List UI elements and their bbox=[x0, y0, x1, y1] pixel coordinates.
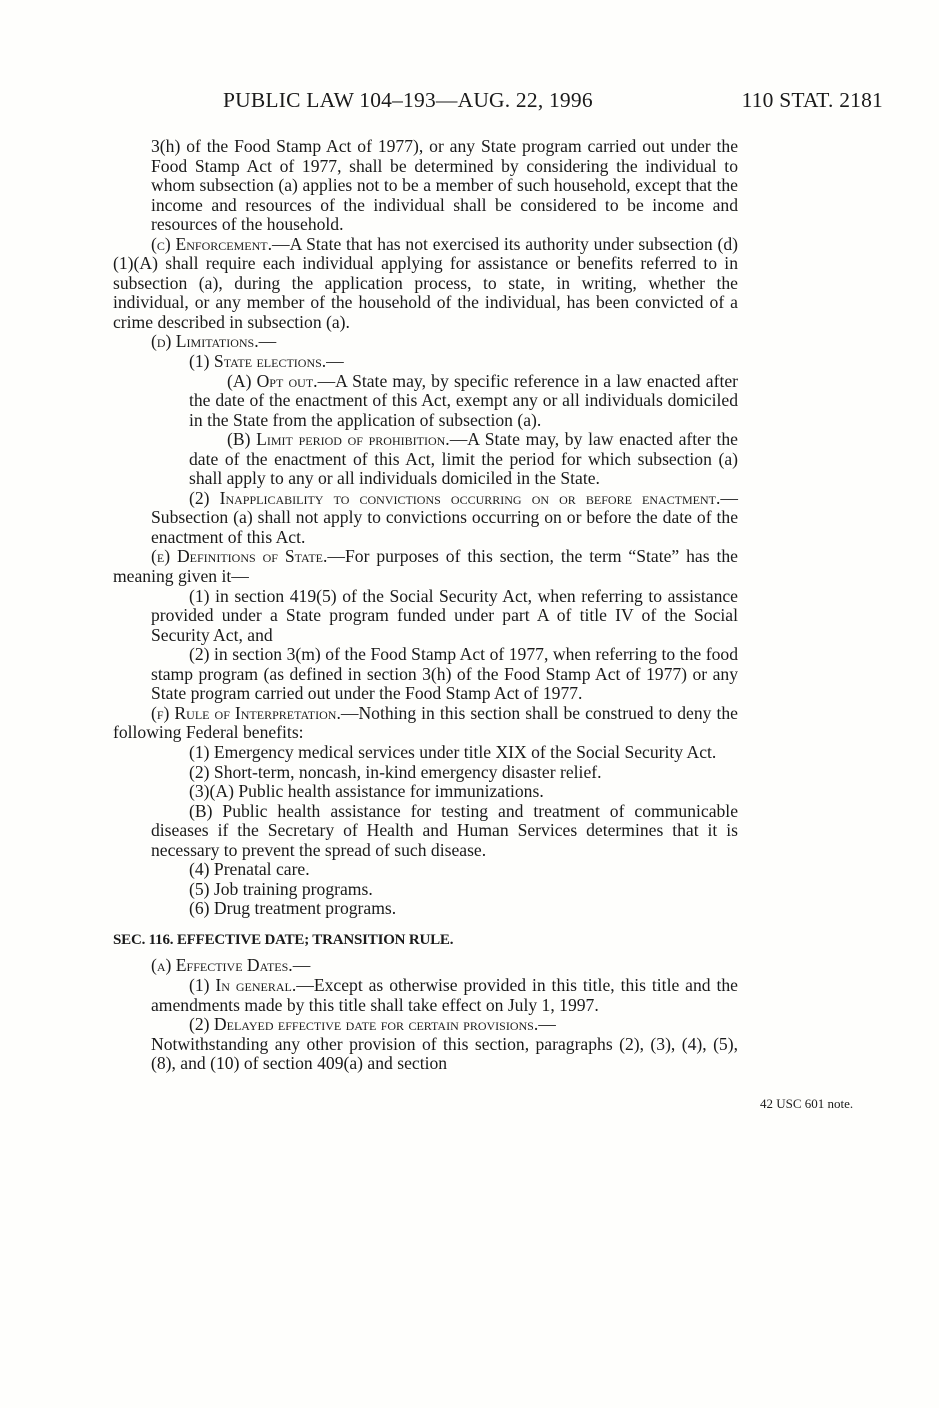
subsection-f-heading: (f) Rule of Interpretation. bbox=[151, 702, 341, 723]
paragraph-continuation: 3(h) of the Food Stamp Act of 1977), or any State program carried out under the Food Stamp Act of 1977, shall be determined by considering the individual to whom subsection (a) applies not to be a member of such household, except that the income and resources of the individual shall be considered to be income and resources of the household. bbox=[151, 136, 738, 235]
subparagraph-dB-heading: (B) Limit period of prohibition. bbox=[227, 429, 450, 450]
paragraph-a1-heading: (1) In general. bbox=[189, 974, 297, 995]
paragraph-f1: (1) Emergency medical services under title XIX of the Social Security Act. bbox=[189, 741, 717, 762]
header-page-ref: 110 STAT. 2181 bbox=[741, 88, 883, 112]
subsection-c-heading: (c) Enforcement. bbox=[151, 233, 272, 254]
paragraph-f2: (2) Short-term, noncash, in-kind emergency disaster relief. bbox=[189, 761, 602, 782]
document-body bbox=[113, 137, 738, 1074]
subsection-d-heading: (d) Limitations.— bbox=[151, 331, 277, 352]
subparagraph-dA-heading: (A) Opt out. bbox=[227, 370, 318, 391]
paragraph-f5: (5) Job training programs. bbox=[189, 878, 373, 899]
paragraph-d2-heading: (2) Inapplicability to convictions occurring on or before enactment. bbox=[189, 487, 721, 508]
subsection-c-text: —A State that has not exercised its authority under subsection (d)(1)(A) shall require each individual applying for assistance or benefits referred to in subsection (a), during the application process, to state, in writing, whether the individual, or any member of the household of the individual, has been convicted of a crime described in subsection (a). bbox=[113, 233, 738, 332]
paragraph-a2-heading: (2) Delayed effective date for certain provisions.— bbox=[189, 1014, 556, 1035]
paragraph-e2: (2) in section 3(m) of the Food Stamp Act of 1977, when referring to the food stamp program (as defined in section 3(h) of the Food Stamp Act of 1977) or any State program carried out under the Food Stamp Act of 1977. bbox=[151, 644, 738, 704]
subsection-f: (f) Rule of Interpretation.—Nothing in this section shall be construed to deny the following Federal benefits: bbox=[113, 702, 738, 743]
paragraph-f6: (6) Drug treatment programs. bbox=[189, 898, 397, 919]
paragraph-f3B: (B) Public health assistance for testing and treatment of communicable diseases if the Secretary of Health and Human Services determines that it is necessary to prevent the spread of such disease. bbox=[151, 800, 738, 860]
subsection-a-heading: (a) Effective Dates.— bbox=[151, 955, 311, 976]
paragraph-a2-text: Notwithstanding any other provision of this section, paragraphs (2), (3), (4), (5), (8), and (10) of section 409(a) and section bbox=[151, 1033, 738, 1074]
subsection-c bbox=[113, 235, 738, 333]
header-title: PUBLIC LAW 104–193—AUG. 22, 1996 bbox=[223, 88, 593, 112]
paragraph-f3A: (3)(A) Public health assistance for immunizations. bbox=[189, 781, 544, 802]
paragraph-f4: (4) Prenatal care. bbox=[189, 859, 310, 880]
paragraph-a1: (1) In general.—Except as otherwise provided in this title, this title and the amendments made by this title shall take effect on July 1, 1997. bbox=[151, 974, 738, 1015]
subsection-e: (e) Definitions of State.—For purposes of this section, the term “State” has the meaning given it— bbox=[113, 546, 738, 587]
margin-note: 42 USC 601 note. bbox=[760, 1096, 854, 1111]
subparagraph-dB: (B) Limit period of prohibition.—A State may, by law enacted after the date of the enactment of this Act, limit the period for which subsection (a) shall apply to any or all individuals domiciled in the State. bbox=[189, 429, 738, 489]
paragraph-e1: (1) in section 419(5) of the Social Security Act, when referring to assistance provided under a State program funded under part A of title IV of the Social Security Act, and bbox=[151, 585, 738, 645]
subparagraph-dA: (A) Opt out.—A State may, by specific reference in a law enacted after the date of the enactment of this Act, exempt any or all individuals domiciled in the State from the application of subsection (a). bbox=[189, 370, 738, 430]
section-116-heading: SEC. 116. EFFECTIVE DATE; TRANSITION RULE. bbox=[113, 931, 454, 948]
paragraph-d1-heading: (1) State elections.— bbox=[189, 351, 344, 372]
paragraph-d2: (2) Inapplicability to convictions occurring on or before enactment.—Subsection (a) shall not apply to convictions occurring on or before the date of the enactment of this Act. bbox=[151, 487, 738, 547]
subsection-e-heading: (e) Definitions of State. bbox=[151, 546, 328, 567]
